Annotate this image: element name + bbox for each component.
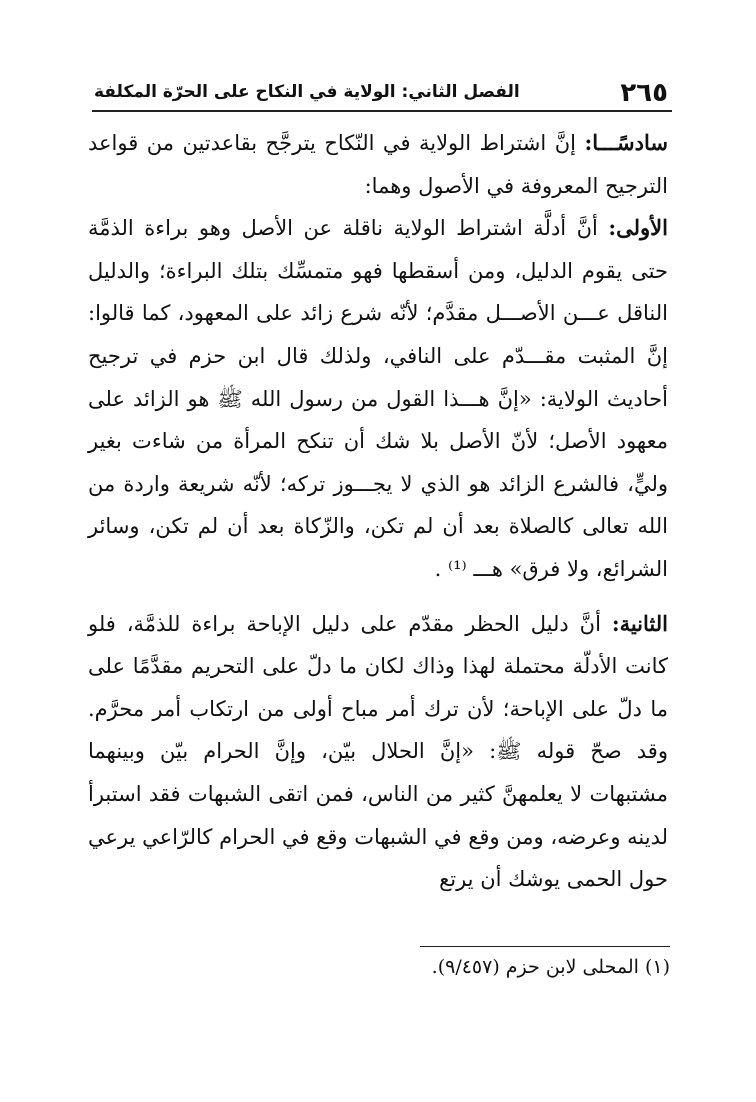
paragraph-sixth: [88, 122, 668, 207]
header-divider: [92, 110, 672, 112]
body-text: [88, 122, 668, 901]
footnote-divider: [420, 946, 670, 947]
running-title: الفصل الثاني: الولاية في النكاح على الحرّة المكلفة: [94, 82, 520, 102]
paragraph-text: إنَّ اشتراط الولاية في النّكاح يترجَّح بقاعدتين من قواعد الترجيح المعروفة في الأصول وهما:: [88, 131, 668, 198]
footnote: (١) المحلى لابن حزم (٩/٤٥٧).: [431, 956, 670, 978]
paragraph-text: أنَّ أدلَّة اشتراط الولاية ناقلة عن الأصل وهو براءة الذمَّة حتى يقوم الدليل، ومن أسقطها فهو متمسِّك بتلك البراءة؛ والدليل الناقل عـــن الأصـــل مقدَّم؛ لأنّه شرع زائد على المعهود، كما قالوا: إنَّ المثبت مقـــدّم على النافي، ولذلك قال ابن حزم في ترجيح أحاديث الولاية: «إنَّ هـــذا القول من رسول الله ﷺ هو الزائد على معهود الأصل؛ لأنّ الأصل بلا شك أن تنكح المرأة من شاءت بغير وليٍّ، فالشرع الزائد هو الذي لا يجـــوز تركه؛ لأنّه شريعة واردة من الله تعالى كالصلاة بعد أن لم تكن، والزّكاة بعد أن لم تكن، وسائر الشرائع، ولا فرق» هـــ ⁽¹⁾ .: [88, 216, 668, 581]
page-number: ٢٦٥: [620, 78, 668, 108]
paragraph-lead: الثانية:: [611, 610, 668, 636]
page-header: [92, 76, 672, 108]
paragraph-lead: سادسًـــا:: [584, 130, 668, 155]
paragraph-lead: الأولى:: [608, 215, 668, 241]
paragraph-first-rule: [88, 207, 668, 590]
paragraph-second-rule: [88, 603, 668, 901]
paragraph-text: أنَّ دليل الحظر مقدّم على دليل الإباحة براءة للذمَّة، فلو كانت الأدلّة محتملة لهذا وذاك لكان ما دلّ على التحريم مقدَّمًا على ما دلّ على الإباحة؛ لأن ترك أمر مباح أولى من ارتكاب أمر محرَّم. وقد صحّ قوله ﷺ: «إنَّ الحلال بيّن، وإنَّ الحرام بيّن وبينهما مشتبهات لا يعلمهنَّ كثير من الناس، فمن اتقى الشبهات فقد استبرأ لدينه وعرضه، ومن وقع في الشبهات وقع في الحرام كالرّاعي يرعي حول الحمى يوشك أن يرتع: [88, 611, 668, 892]
